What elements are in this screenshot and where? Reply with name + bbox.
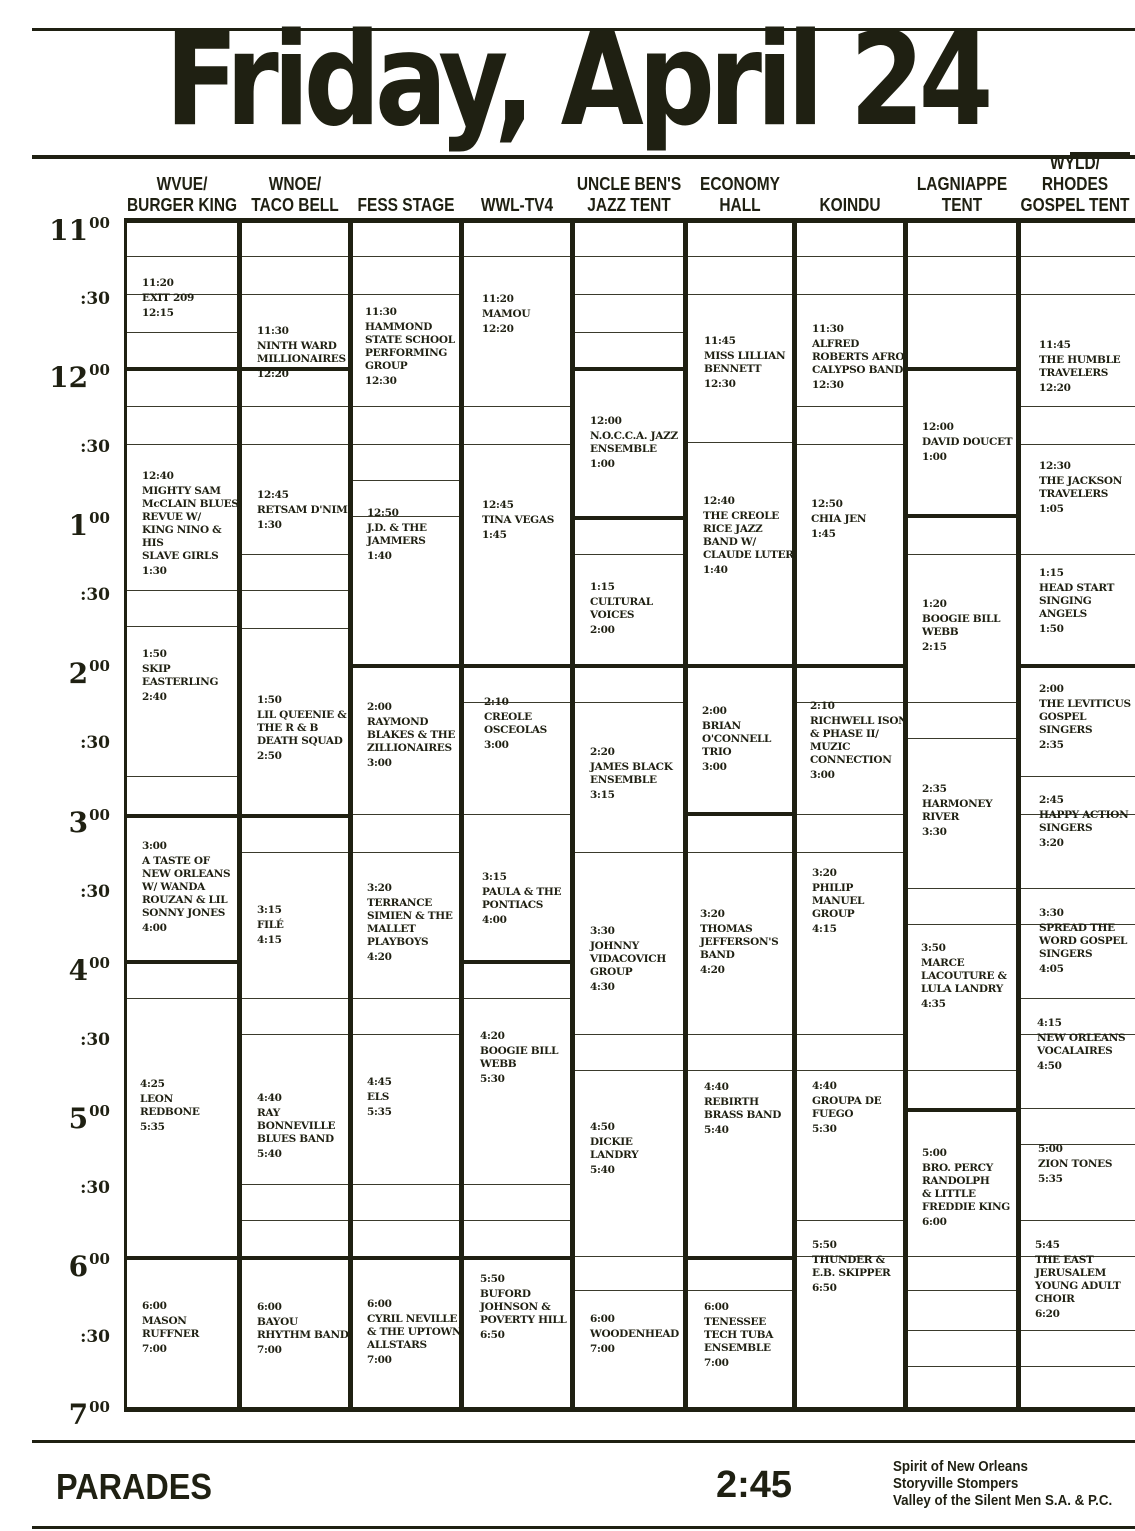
entry-wvue-4: 3:00 A TASTE OF NEW ORLEANS W/ WANDA ROUZAN & LIL SONNY JONES 4:00 <box>142 840 231 934</box>
entry-fess-4: 3:20 TERRANCE SIMIEN & THE MALLET PLAYBOYS 4:20 <box>367 882 453 963</box>
entry-koindu-3: 2:10 RICHWELL ISON & PHASE II/ MUZIC CONNECTION 3:00 <box>810 700 908 781</box>
column-wnoe <box>239 220 351 1412</box>
entry-unclebens-3: 2:20 JAMES BLACK ENSEMBLE 3:15 <box>590 746 673 801</box>
time-1730: :30 <box>80 1178 110 1198</box>
entry-wyld-6: 3:30 SPREAD THE WORD GOSPEL SINGERS 4:05 <box>1039 907 1128 975</box>
entry-lagniappe-3: 2:35 HARMONEY RIVER 3:30 <box>922 783 993 838</box>
time-1600: $4^{00}$ <box>68 954 110 987</box>
time-1100: $11^{00}$ <box>49 214 110 247</box>
entry-unclebens-6: 6:00 WOODENHEAD 7:00 <box>590 1313 679 1355</box>
entry-koindu-5: 4:40 GROUPA DE FUEGO 5:30 <box>812 1080 882 1135</box>
parades-label: PARADES <box>56 1466 213 1507</box>
entry-wwl-1: 11:20 MAMOU 12:20 <box>482 293 531 335</box>
parade-group: Storyville Stompers <box>893 1476 1019 1492</box>
entry-wwl-5: 4:20 BOOGIE BILL WEBB 5:30 <box>480 1030 559 1085</box>
entry-wvue-3: 1:50 SKIP EASTERLING 2:40 <box>142 648 219 703</box>
entry-wyld-3: 1:15 HEAD START SINGING ANGELS 1:50 <box>1039 567 1115 635</box>
parade-group: Spirit of New Orleans <box>893 1459 1028 1475</box>
entry-koindu-4: 3:20 PHILIP MANUEL GROUP 4:15 <box>812 867 865 935</box>
entry-economy-4: 3:20 THOMAS JEFFERSON'S BAND 4:20 <box>700 908 779 976</box>
venue-header-wnoe: WNOE/ TACO BELL <box>251 174 339 215</box>
entry-wnoe-1: 11:30 NINTH WARD MILLIONAIRES 12:20 <box>257 325 346 380</box>
entry-economy-5: 4:40 REBIRTH BRASS BAND 5:40 <box>704 1081 782 1136</box>
column-wwl <box>461 220 573 1412</box>
entry-unclebens-1: 12:00 N.O.C.C.A. JAZZ ENSEMBLE 1:00 <box>590 415 678 470</box>
parade-group: Valley of the Silent Men S.A. & P.C. <box>893 1493 1113 1509</box>
venue-header-wyld: WYLD/ RHODES GOSPEL TENT <box>1020 153 1130 215</box>
entry-wvue-1: 11:20 EXIT 209 12:15 <box>142 277 195 319</box>
entry-fess-3: 2:00 RAYMOND BLAKES & THE ZILLIONAIRES 3:00 <box>367 701 456 769</box>
entry-unclebens-5: 4:50 DICKIE LANDRY 5:40 <box>590 1121 639 1176</box>
time-1630: :30 <box>80 1030 110 1050</box>
time-1500: $3^{00}$ <box>68 806 110 839</box>
time-1200: $12^{00}$ <box>49 361 110 394</box>
time-1900: $7^{00}$ <box>68 1398 110 1431</box>
column-unclebens <box>572 220 686 1412</box>
entry-koindu-2: 12:50 CHIA JEN 1:45 <box>811 498 867 540</box>
entry-wvue-6: 6:00 MASON RUFFNER 7:00 <box>142 1300 200 1355</box>
entry-wnoe-3: 1:50 LIL QUEENIE & THE R & B DEATH SQUAD 2:50 <box>257 694 347 762</box>
footer-rule-bottom <box>32 1526 1135 1529</box>
time-1400: $2^{00}$ <box>68 657 110 690</box>
time-1830: :30 <box>80 1327 110 1347</box>
entry-wvue-5: 4:25 LEON REDBONE 5:35 <box>140 1078 200 1133</box>
time-1130: :30 <box>80 289 110 309</box>
entry-economy-1: 11:45 MISS LILLIAN BENNETT 12:30 <box>704 335 786 390</box>
time-1230: :30 <box>80 437 110 457</box>
entry-fess-1: 11:30 HAMMOND STATE SCHOOL PERFORMING GROUP 12:30 <box>365 306 455 387</box>
entry-fess-5: 4:45 ELS 5:35 <box>367 1076 392 1118</box>
venue-header-koindu: KOINDU <box>819 195 881 215</box>
time-1800: $6^{00}$ <box>68 1250 110 1283</box>
time-1700: $5^{00}$ <box>68 1102 110 1135</box>
entry-wnoe-6: 6:00 BAYOU RHYTHM BAND 7:00 <box>257 1301 349 1356</box>
venue-header-wvue: WVUE/ BURGER KING <box>126 174 238 215</box>
column-economy <box>685 220 795 1412</box>
time-1330: :30 <box>80 585 110 605</box>
entry-wnoe-4: 3:15 FILÉ 4:15 <box>257 904 284 946</box>
entry-wwl-3: 2:10 CREOLE OSCEOLAS 3:00 <box>484 696 547 751</box>
entry-lagniappe-5: 5:00 BRO. PERCY RANDOLPH & LITTLE FREDDIE KING 6:00 <box>922 1147 1010 1228</box>
entry-wwl-6: 5:50 BUFORD JOHNSON & POVERTY HILL 6:50 <box>480 1273 567 1341</box>
entry-lagniappe-1: 12:00 DAVID DOUCET 1:00 <box>922 421 1013 463</box>
column-koindu <box>794 220 906 1412</box>
venue-header-economy: ECONOMY HALL <box>699 174 780 215</box>
entry-unclebens-4: 3:30 JOHNNY VIDACOVICH GROUP 4:30 <box>590 925 666 993</box>
parades-time: 2:45 <box>716 1464 793 1506</box>
venue-header-lagniappe: LAGNIAPPE TENT <box>916 174 1008 215</box>
entry-economy-2: 12:40 THE CREOLE RICE JAZZ BAND W/ CLAUDE LUTER 1:40 <box>703 495 794 576</box>
parades-groups <box>893 1459 1112 1510</box>
entry-lagniappe-2: 1:20 BOOGIE BILL WEBB 2:15 <box>922 598 1001 653</box>
time-1530: :30 <box>80 882 110 902</box>
time-1300: $1^{00}$ <box>68 509 110 542</box>
footer-rule-top <box>32 1440 1135 1443</box>
entry-wyld-2: 12:30 THE JACKSON TRAVELERS 1:05 <box>1039 460 1123 515</box>
time-1430: :30 <box>80 733 110 753</box>
column-wvue <box>124 220 240 1412</box>
entry-economy-6: 6:00 TENESSEE TECH TUBA ENSEMBLE 7:00 <box>704 1301 774 1369</box>
entry-unclebens-2: 1:15 CULTURAL VOICES 2:00 <box>590 581 653 636</box>
entry-wyld-5: 2:45 HAPPY ACTION SINGERS 3:20 <box>1039 794 1129 849</box>
column-fess <box>350 220 462 1412</box>
entry-koindu-6: 5:50 THUNDER & E.B. SKIPPER 6:50 <box>812 1239 891 1294</box>
entry-koindu-1: 11:30 ALFRED ROBERTS AFRO/ CALYPSO BAND 12:30 <box>812 323 908 391</box>
venue-header-wwl: WWL-TV4 <box>480 195 554 215</box>
entry-wvue-2: 12:40 MIGHTY SAM McCLAIN BLUES REVUE W/ KING NINO & HIS SLAVE GIRLS 1:30 <box>142 470 239 577</box>
entry-wnoe-2: 12:45 RETSAM D'NIM 1:30 <box>257 489 348 531</box>
entry-fess-2: 12:50 J.D. & THE JAMMERS 1:40 <box>367 507 427 562</box>
entry-wwl-4: 3:15 PAULA & THE PONTIACS 4:00 <box>482 871 562 926</box>
entry-economy-3: 2:00 BRIAN O'CONNELL TRIO 3:00 <box>702 705 772 773</box>
entry-lagniappe-4: 3:50 MARCE LACOUTURE & LULA LANDRY 4:35 <box>921 942 1007 1010</box>
venue-header-fess: FESS STAGE <box>357 195 455 215</box>
entry-wyld-7: 4:15 NEW ORLEANS VOCALAIRES 4:50 <box>1037 1017 1126 1072</box>
venue-header-unclebens: UNCLE BEN'S JAZZ TENT <box>576 174 682 215</box>
page-title: Friday, April 24 <box>165 6 988 155</box>
entry-wyld-8: 5:00 ZION TONES 5:35 <box>1038 1143 1113 1185</box>
entry-wnoe-5: 4:40 RAY BONNEVILLE BLUES BAND 5:40 <box>257 1092 336 1160</box>
entry-wyld-9: 5:45 THE EAST JERUSALEM YOUNG ADULT CHOIR 6:20 <box>1035 1239 1121 1320</box>
entry-wyld-4: 2:00 THE LEVITICUS GOSPEL SINGERS 2:35 <box>1039 683 1131 751</box>
entry-fess-6: 6:00 CYRIL NEVILLE & THE UPTOWN ALLSTARS 7:00 <box>367 1298 462 1366</box>
title-rule <box>32 155 1135 159</box>
entry-wwl-2: 12:45 TINA VEGAS 1:45 <box>482 499 554 541</box>
entry-wyld-1: 11:45 THE HUMBLE TRAVELERS 12:20 <box>1039 339 1121 394</box>
